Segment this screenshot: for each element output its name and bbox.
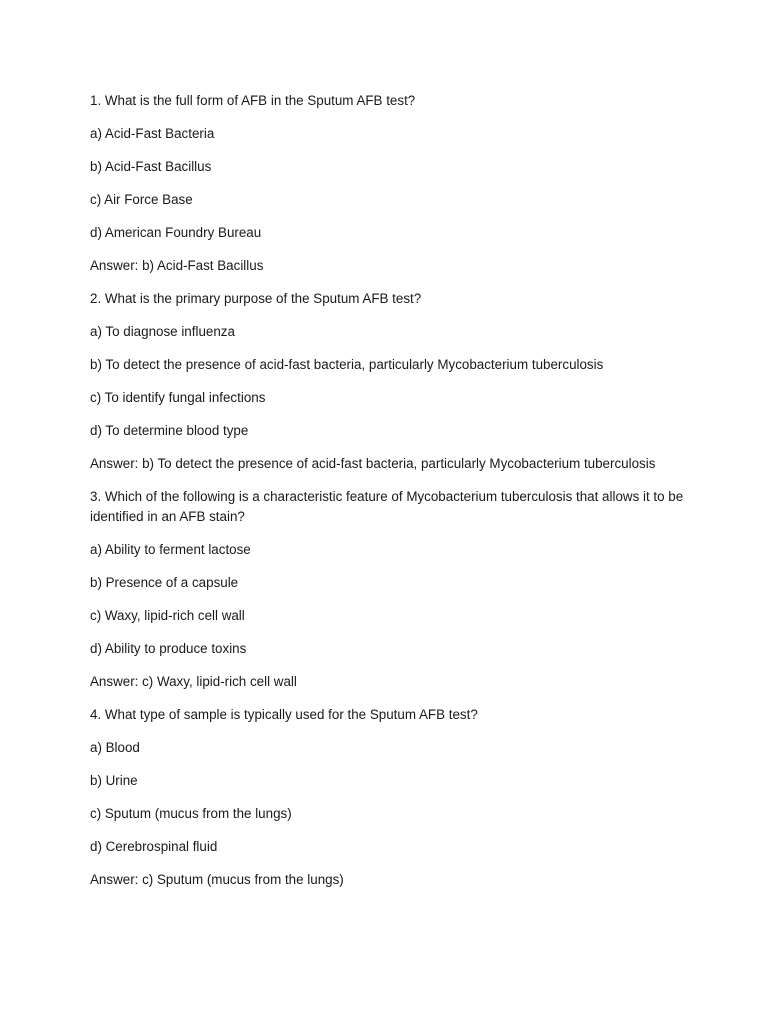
question-text: 2. What is the primary purpose of the Sputum AFB test? <box>90 291 422 306</box>
question-block-3 <box>90 487 690 692</box>
option-d: d) Ability to produce toxins <box>90 641 247 656</box>
question-block-4 <box>90 705 690 890</box>
option-a: a) Ability to ferment lactose <box>90 542 251 557</box>
option-b: b) Presence of a capsule <box>90 575 239 590</box>
question-text: 4. What type of sample is typically used for the Sputum AFB test? <box>90 707 478 722</box>
option-c: c) Air Force Base <box>90 192 193 207</box>
question-text: 1. What is the full form of AFB in the Sputum AFB test? <box>90 93 416 108</box>
option-d: d) American Foundry Bureau <box>90 225 262 240</box>
question-block-1 <box>90 91 690 276</box>
answer-text: Answer: c) Sputum (mucus from the lungs) <box>90 872 344 887</box>
question-text: 3. Which of the following is a characteristic feature of Mycobacterium tuberculosis that allows it to be identified in an AFB stain? <box>90 489 684 524</box>
option-a: a) Blood <box>90 740 140 755</box>
option-a: a) To diagnose influenza <box>90 324 235 339</box>
option-c: c) Waxy, lipid-rich cell wall <box>90 608 245 623</box>
option-c: c) Sputum (mucus from the lungs) <box>90 806 292 821</box>
option-c: c) To identify fungal infections <box>90 390 266 405</box>
answer-text: Answer: b) To detect the presence of acid-fast bacteria, particularly Mycobacterium tuberculosis <box>90 456 656 471</box>
option-d: d) Cerebrospinal fluid <box>90 839 218 854</box>
option-b: b) Urine <box>90 773 138 788</box>
option-b: b) To detect the presence of acid-fast bacteria, particularly Mycobacterium tuberculosis <box>90 357 604 372</box>
document-page <box>90 91 690 903</box>
answer-text: Answer: c) Waxy, lipid-rich cell wall <box>90 674 297 689</box>
answer-text: Answer: b) Acid-Fast Bacillus <box>90 258 264 273</box>
option-b: b) Acid-Fast Bacillus <box>90 159 212 174</box>
option-d: d) To determine blood type <box>90 423 249 438</box>
question-block-2 <box>90 289 690 474</box>
option-a: a) Acid-Fast Bacteria <box>90 126 215 141</box>
